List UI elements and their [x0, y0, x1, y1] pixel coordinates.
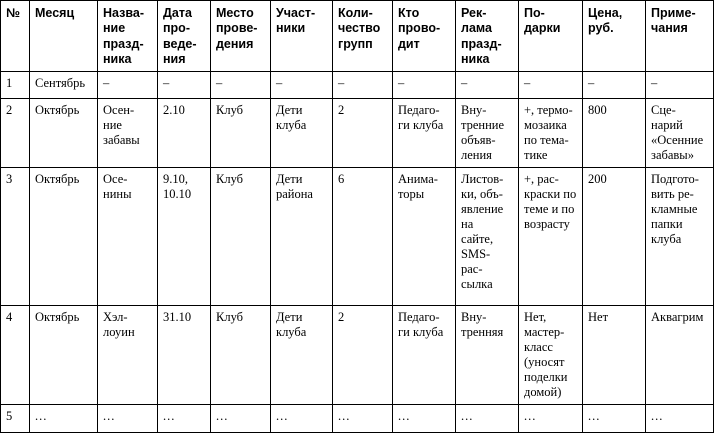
cell-date: –	[158, 72, 211, 99]
table-body	[1, 72, 714, 433]
cell-num: 4	[1, 306, 30, 405]
cell-price: 800	[583, 99, 646, 168]
cell-place: ...	[211, 405, 271, 433]
cell-notes: –	[646, 72, 714, 99]
cell-date: 2.10	[158, 99, 211, 168]
cell-part: Дети клуба	[271, 306, 333, 405]
cell-num: 3	[1, 168, 30, 306]
cell-groups: 6	[333, 168, 393, 306]
cell-price: Нет	[583, 306, 646, 405]
cell-date: ...	[158, 405, 211, 433]
cell-name: ...	[98, 405, 158, 433]
cell-part: Дети клуба	[271, 99, 333, 168]
cell-part: Дети района	[271, 168, 333, 306]
table-header-row	[1, 1, 714, 72]
cell-place: Клуб	[211, 306, 271, 405]
cell-month: Сентябрь	[30, 72, 98, 99]
cell-who: ...	[393, 405, 456, 433]
cell-ad: –	[456, 72, 519, 99]
cell-groups: –	[333, 72, 393, 99]
column-header-num: №	[1, 1, 30, 72]
cell-gifts: Нет, мастер- класс (уносят поделки домой)	[519, 306, 583, 405]
column-header-groups: Коли- чество групп	[333, 1, 393, 72]
column-header-date: Дата про- веде- ния	[158, 1, 211, 72]
table-row	[1, 306, 714, 405]
column-header-notes: Приме- чания	[646, 1, 714, 72]
column-header-gifts: По- дарки	[519, 1, 583, 72]
cell-notes: Аквагрим	[646, 306, 714, 405]
table-row	[1, 99, 714, 168]
cell-part: –	[271, 72, 333, 99]
table-row	[1, 168, 714, 306]
cell-ad: Листов- ки, объ- явление на сайте, SMS- рас- сылка	[456, 168, 519, 306]
cell-part: ...	[271, 405, 333, 433]
column-header-price: Цена, руб.	[583, 1, 646, 72]
cell-month: ...	[30, 405, 98, 433]
cell-month: Октябрь	[30, 99, 98, 168]
cell-num: 5	[1, 405, 30, 433]
cell-notes: Подгото- вить ре- кламные папки клуба	[646, 168, 714, 306]
column-header-month: Месяц	[30, 1, 98, 72]
cell-gifts: –	[519, 72, 583, 99]
cell-price: 200	[583, 168, 646, 306]
cell-ad: Вну- тренние объяв- ления	[456, 99, 519, 168]
cell-price: ...	[583, 405, 646, 433]
cell-date: 31.10	[158, 306, 211, 405]
cell-month: Октябрь	[30, 306, 98, 405]
column-header-place: Место прове- дения	[211, 1, 271, 72]
cell-place: Клуб	[211, 99, 271, 168]
cell-name: Хэл- лоуин	[98, 306, 158, 405]
cell-who: Педаго- ги клуба	[393, 306, 456, 405]
cell-num: 2	[1, 99, 30, 168]
cell-who: –	[393, 72, 456, 99]
cell-groups: 2	[333, 306, 393, 405]
cell-who: Анима- торы	[393, 168, 456, 306]
cell-who: Педаго- ги клуба	[393, 99, 456, 168]
cell-place: –	[211, 72, 271, 99]
column-header-ad: Рек- лама празд- ника	[456, 1, 519, 72]
cell-ad: Вну- тренняя	[456, 306, 519, 405]
cell-name: Осен- ние забавы	[98, 99, 158, 168]
cell-name: –	[98, 72, 158, 99]
column-header-part: Участ- ники	[271, 1, 333, 72]
cell-groups: 2	[333, 99, 393, 168]
cell-ad: ...	[456, 405, 519, 433]
cell-price: –	[583, 72, 646, 99]
cell-notes: ...	[646, 405, 714, 433]
cell-gifts: +, термо- мозаика по тема- тике	[519, 99, 583, 168]
cell-place: Клуб	[211, 168, 271, 306]
cell-date: 9.10, 10.10	[158, 168, 211, 306]
table-header	[1, 1, 714, 72]
table-row	[1, 405, 714, 433]
column-header-who: Кто прово- дит	[393, 1, 456, 72]
table-row	[1, 72, 714, 99]
cell-gifts: ...	[519, 405, 583, 433]
column-header-name: Назва- ние празд- ника	[98, 1, 158, 72]
cell-notes: Сце- нарий «Осенние забавы»	[646, 99, 714, 168]
cell-num: 1	[1, 72, 30, 99]
cell-groups: ...	[333, 405, 393, 433]
cell-month: Октябрь	[30, 168, 98, 306]
cell-gifts: +, рас- краски по теме и по возрасту	[519, 168, 583, 306]
cell-name: Осе- нины	[98, 168, 158, 306]
